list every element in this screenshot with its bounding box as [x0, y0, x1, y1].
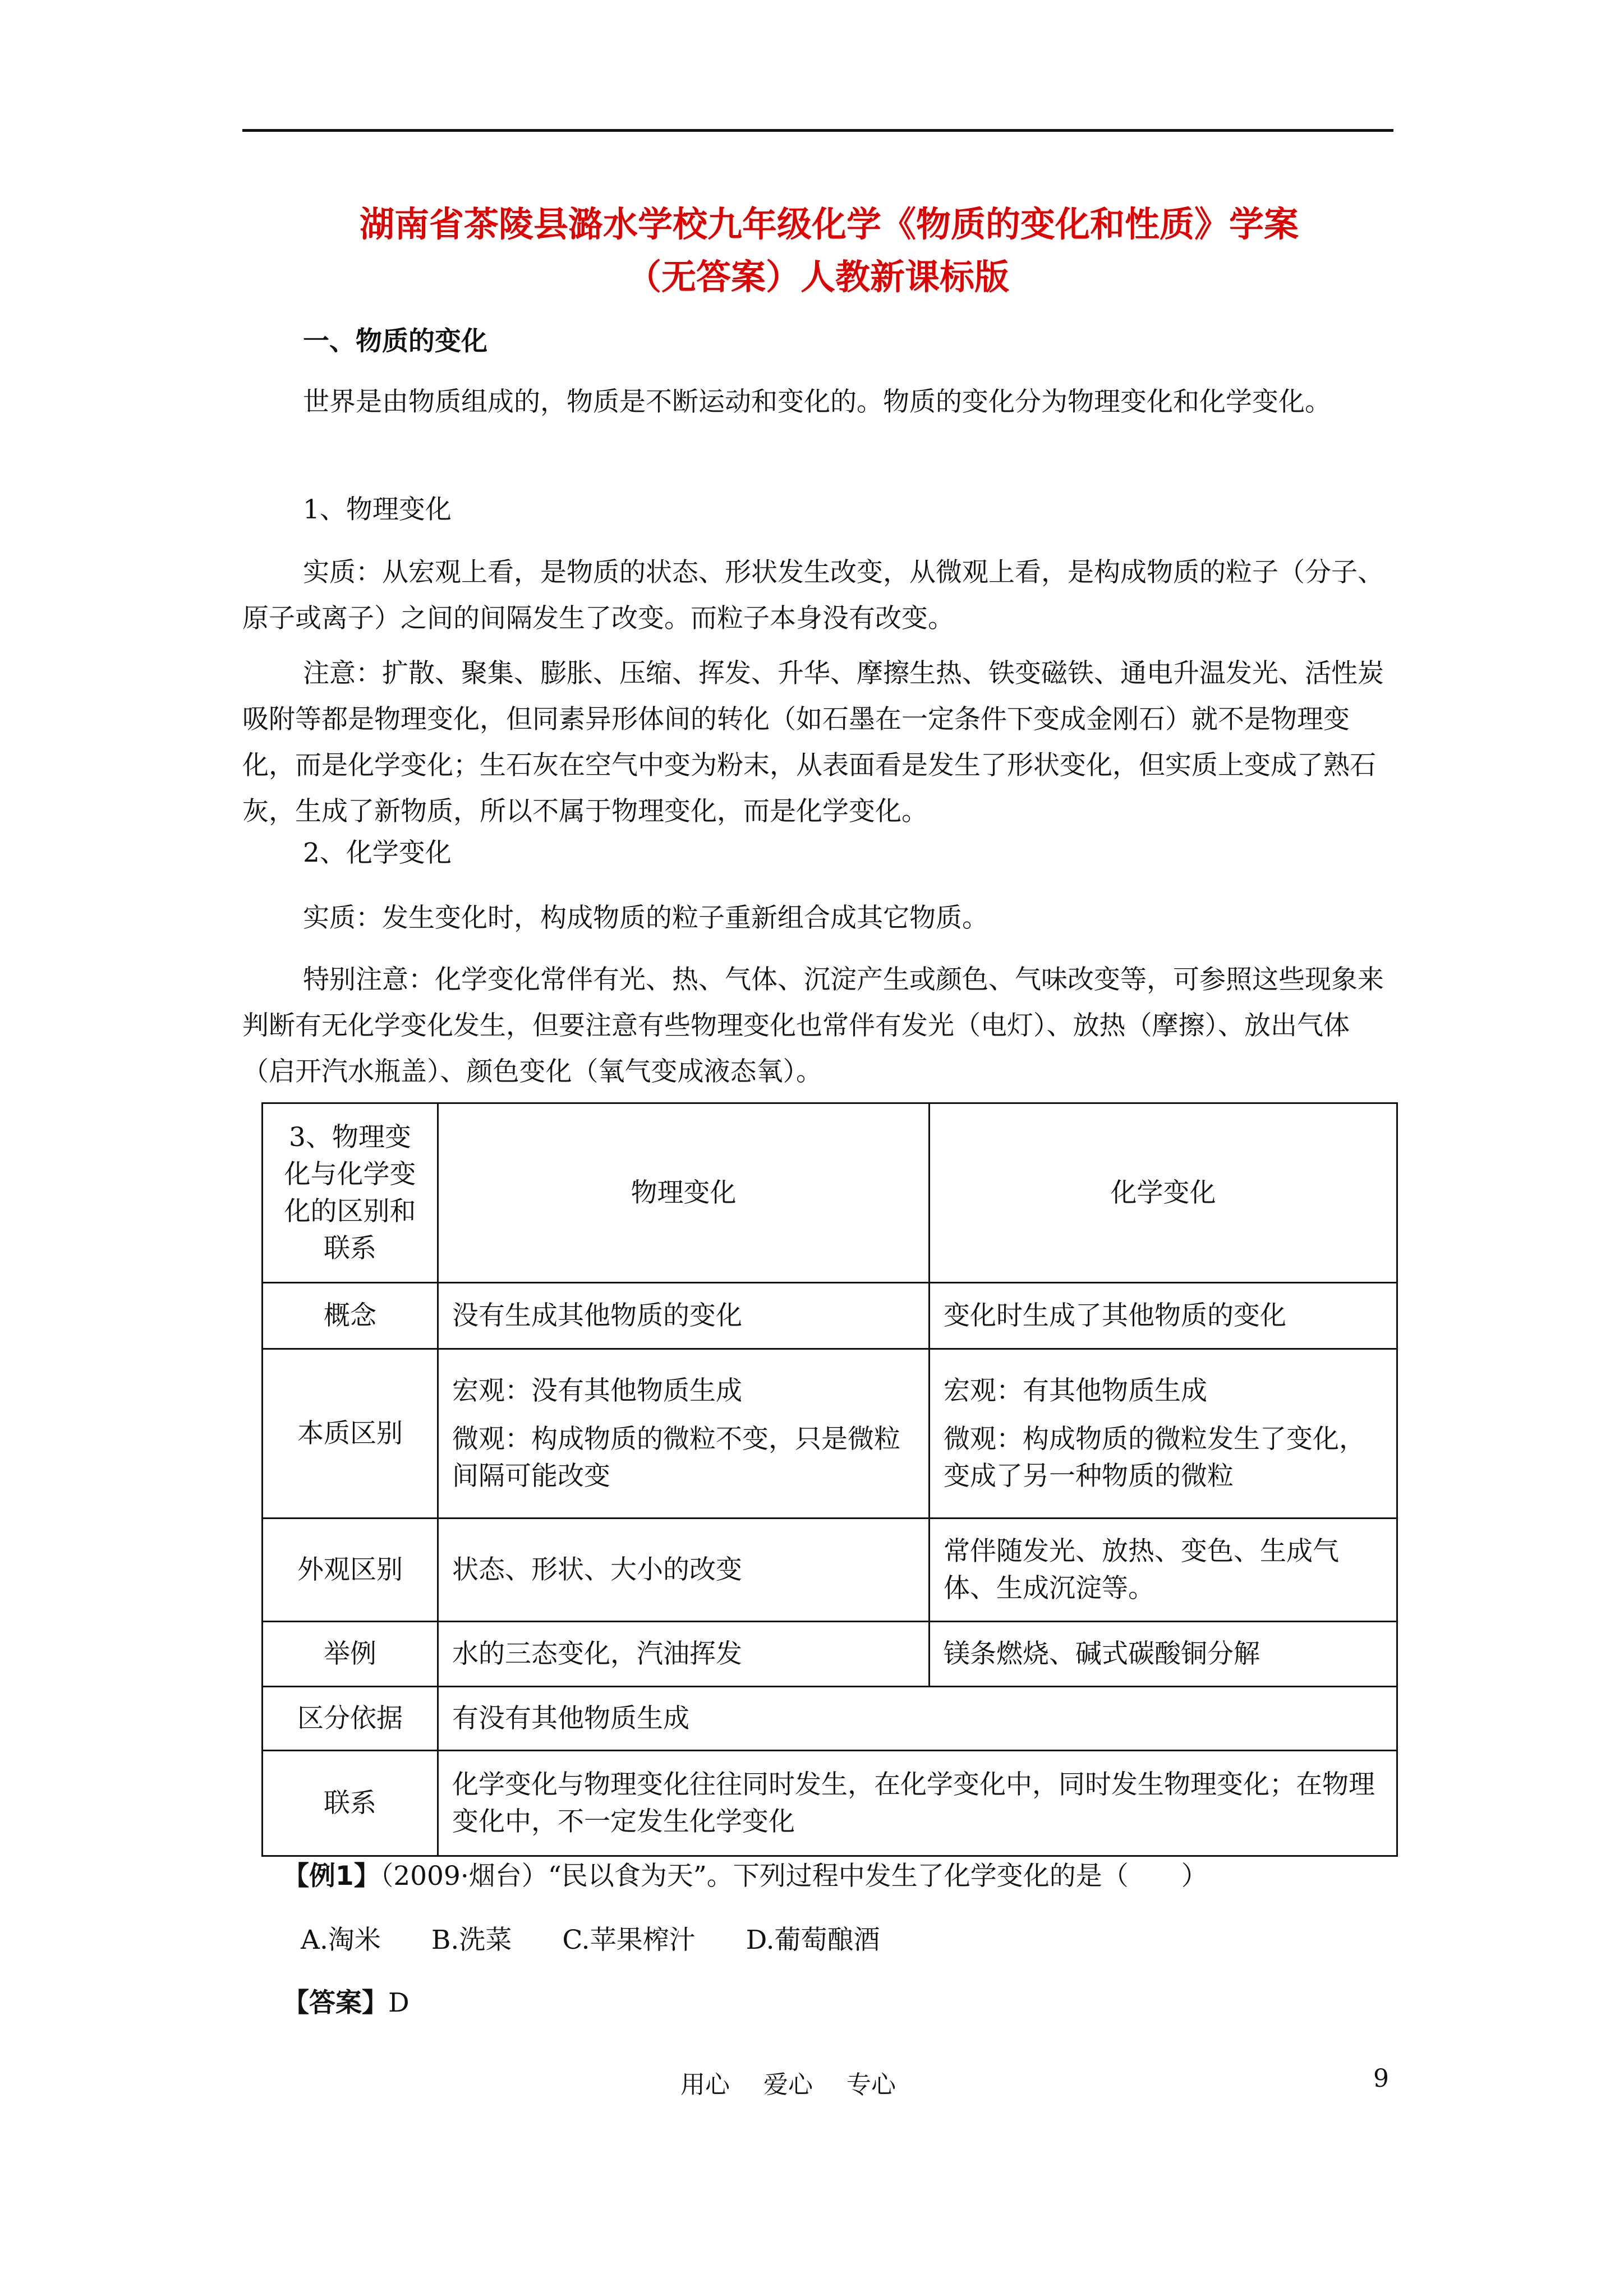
footer-word-2: 爱心 — [763, 2070, 813, 2099]
page-number: 9 — [1373, 2064, 1389, 2093]
cell-concept-chemical: 变化时生成了其他物质的变化 — [930, 1283, 1397, 1349]
comparison-table — [261, 1102, 1398, 1857]
option-a: A.淘米 — [301, 1925, 381, 1955]
cell-appearance-chemical: 常伴随发光、放热、变色、生成气体、生成沉淀等。 — [930, 1519, 1397, 1622]
row-label-essence: 本质区别 — [263, 1349, 438, 1519]
footer-word-3: 专心 — [846, 2070, 896, 2099]
cell-appearance-physical: 状态、形状、大小的改变 — [438, 1519, 930, 1622]
cell-essence-chemical — [930, 1349, 1397, 1519]
example-options — [301, 1921, 931, 1960]
document-title-line-1: 湖南省茶陵县潞水学校九年级化学《物质的变化和性质》学案 — [359, 204, 1299, 245]
table-row — [263, 1349, 1397, 1519]
table-row — [263, 1283, 1397, 1349]
cell-relation-value: 化学变化与物理变化往往同时发生，在化学变化中，同时发生物理变化；在物理变化中，不一定发生化学变化 — [438, 1751, 1397, 1856]
footer-word-1: 用心 — [680, 2070, 730, 2099]
chemical-essence-paragraph: 实质：发生变化时，构成物质的粒子重新组合成其它物质。 — [303, 903, 988, 933]
example-question — [283, 1857, 1208, 1896]
chemical-note-paragraph: 特别注意：化学变化常伴有光、热、气体、沉淀产生或颜色、气味改变等，可参照这些现象来判断有无化学变化发生，但要注意有些物理变化也常伴有发光（电灯）、放热（摩擦）、放出气体（启开汽水瓶盖）、颜色变化（氧气变成液态氧）。 — [242, 964, 1384, 1087]
row-label-relation: 联系 — [263, 1751, 438, 1856]
document-title-line-2: （无答案）人教新课标版 — [626, 256, 1009, 297]
cell-example-chemical: 镁条燃烧、碱式碳酸铜分解 — [930, 1622, 1397, 1687]
option-b: B.洗菜 — [431, 1925, 512, 1955]
example-question-text: （2009·烟台）“民以食为天”。下列过程中发生了化学变化的是（ ） — [380, 1861, 1208, 1892]
row-label-appearance: 外观区别 — [263, 1519, 438, 1622]
intro-paragraph: 世界是由物质组成的，物质是不断运动和变化的。物质的变化分为物理变化和化学变化。 — [303, 386, 1331, 417]
example-tag: 【例1】 — [283, 1861, 380, 1892]
option-c: C.苹果榨汁 — [562, 1925, 696, 1955]
table-row — [263, 1751, 1397, 1856]
option-d: D.葡萄酿酒 — [746, 1925, 880, 1955]
example-answer — [283, 1984, 410, 2023]
cell-essence-physical — [438, 1349, 930, 1519]
table-row — [263, 1687, 1397, 1751]
essence-chemical-macro: 宏观：有其他物质生成 — [944, 1375, 1207, 1406]
essence-physical-macro: 宏观：没有其他物质生成 — [452, 1375, 742, 1406]
physical-essence-paragraph: 实质：从宏观上看，是物质的状态、形状发生改变，从微观上看，是构成物质的粒子（分子、原子或离子）之间的间隔发生了改变。而粒子本身没有改变。 — [242, 557, 1384, 634]
table-corner-cell: 3、物理变化与化学变化的区别和联系 — [263, 1103, 438, 1283]
row-label-concept: 概念 — [263, 1283, 438, 1349]
answer-value: D — [388, 1987, 410, 2018]
cell-concept-physical: 没有生成其他物质的变化 — [438, 1283, 930, 1349]
header-physical-change: 物理变化 — [438, 1103, 930, 1283]
subsection-heading-chemical: 2、化学变化 — [303, 838, 452, 868]
row-label-basis: 区分依据 — [263, 1687, 438, 1751]
header-chemical-change: 化学变化 — [930, 1103, 1397, 1283]
header-rule — [242, 129, 1393, 132]
answer-tag: 【答案】 — [283, 1987, 388, 2018]
section-heading: 一、物质的变化 — [303, 326, 487, 357]
subsection-heading-physical: 1、物理变化 — [303, 494, 452, 525]
page-footer — [680, 2064, 930, 2100]
essence-chemical-micro: 微观：构成物质的微粒发生了变化，变成了另一种物质的微粒 — [944, 1423, 1365, 1492]
essence-physical-micro: 微观：构成物质的微粒不变，只是微粒间隔可能改变 — [452, 1423, 900, 1492]
table-row — [263, 1622, 1397, 1687]
row-label-example: 举例 — [263, 1622, 438, 1687]
cell-example-physical: 水的三态变化，汽油挥发 — [438, 1622, 930, 1687]
table-row — [263, 1103, 1397, 1283]
physical-note-paragraph: 注意：扩散、聚集、膨胀、压缩、挥发、升华、摩擦生热、铁变磁铁、通电升温发光、活性炭吸附等都是物理变化，但同素异形体间的转化（如石墨在一定条件下变成金刚石）就不是物理变化，而是化学变化；生石灰在空气中变为粉末，从表面看是发生了形状变化，但实质上变成了熟石灰，生成了新物质，所以不属于物理变化，而是化学变化。 — [242, 658, 1384, 827]
cell-basis-value: 有没有其他物质生成 — [438, 1687, 1397, 1751]
table-row — [263, 1519, 1397, 1622]
